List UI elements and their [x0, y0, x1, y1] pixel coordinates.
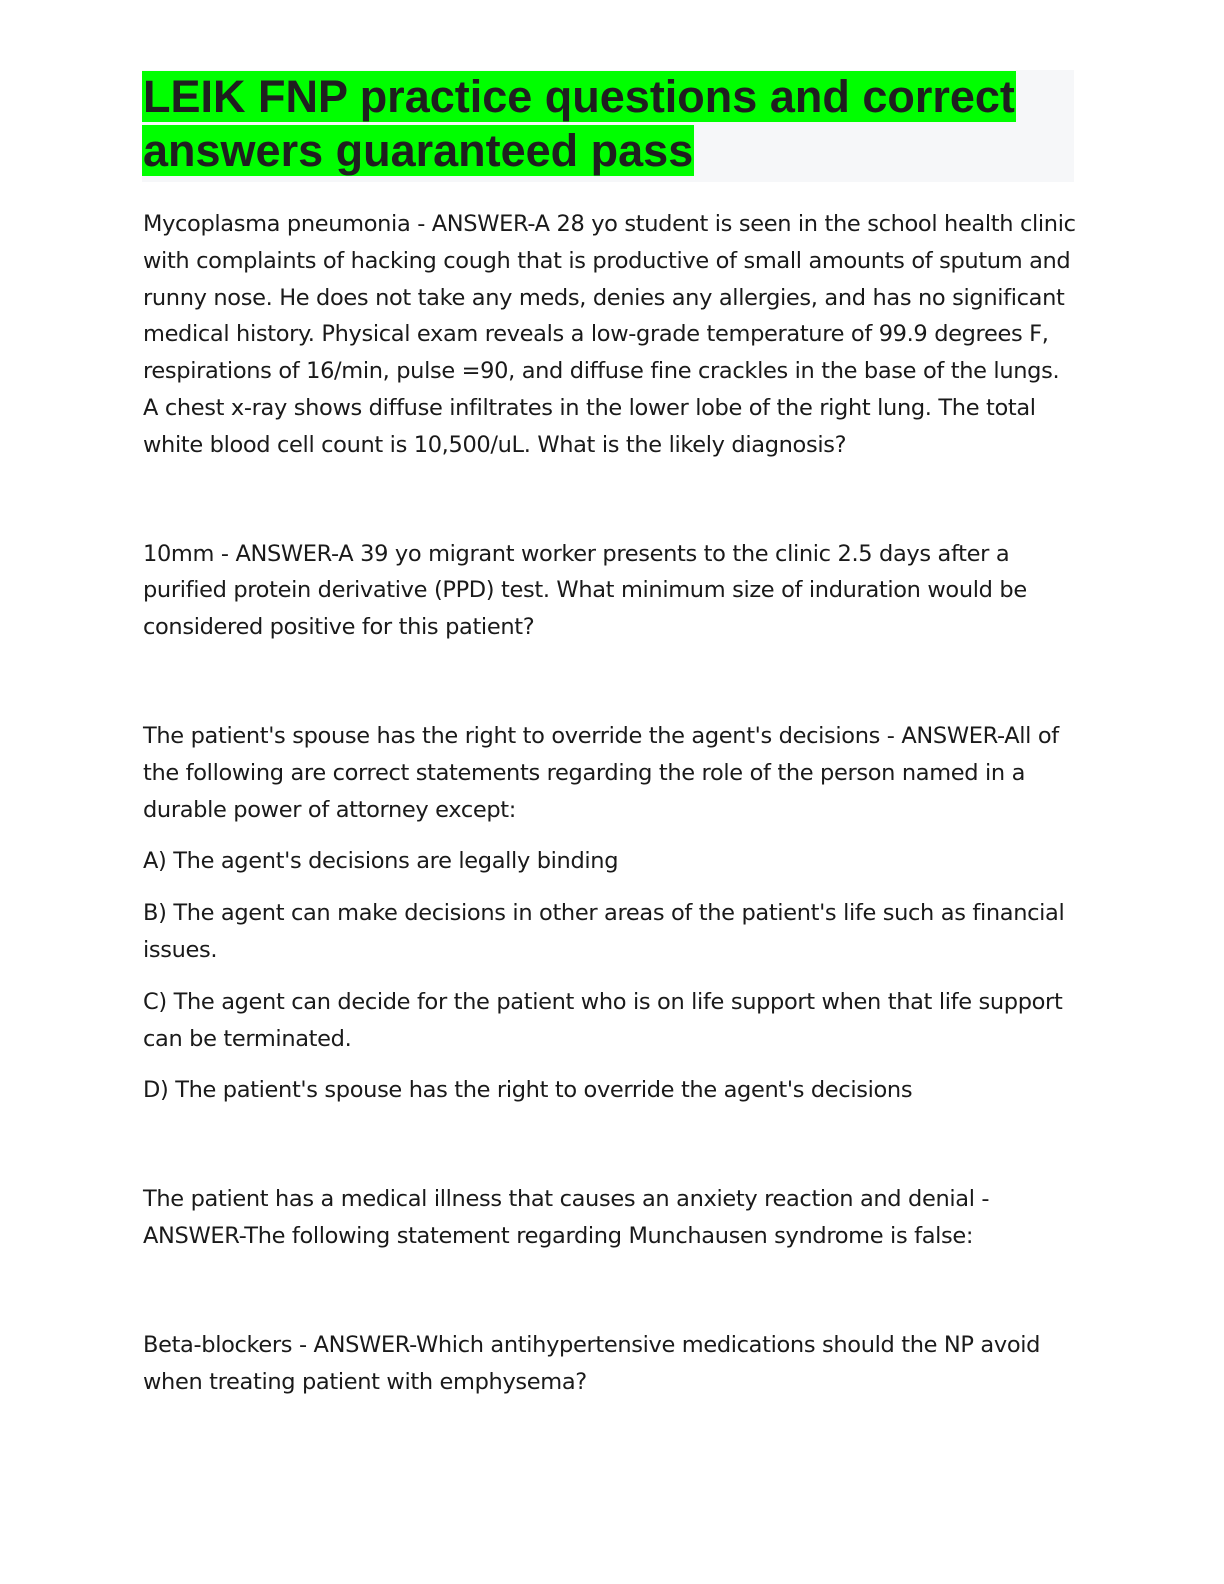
title-line-2: answers guaranteed pass	[143, 125, 694, 176]
option-a: A) The agent's decisions are legally binding	[143, 848, 619, 875]
qa-item-munchausen: The patient has a medical illness that causes an anxiety reaction and denial - ANSWER-The following statement regarding Munchausen syndrome is false:	[143, 1186, 990, 1249]
document-body	[143, 206, 1078, 1400]
spacer	[143, 969, 1078, 984]
document-title	[142, 70, 1074, 178]
spacer	[143, 880, 1078, 895]
spacer	[143, 464, 1078, 536]
option-b: B) The agent can make decisions in other areas of the patient's life such as financial issues.	[143, 900, 1065, 963]
spacer	[143, 646, 1078, 718]
qa-item-beta-blockers: Beta-blockers - ANSWER-Which antihypertensive medications should the NP avoid when treating patient with emphysema?	[143, 1331, 1041, 1395]
qa-item-ppd: 10mm - ANSWER-A 39 yo migrant worker presents to the clinic 2.5 days after a purified protein derivative (PPD) test. What minimum size of induration would be considered positive for this patient?	[143, 540, 1027, 641]
qa-item-mycoplasma: Mycoplasma pneumonia - ANSWER-A 28 yo student is seen in the school health clinic with complaints of hacking cough that is productive of small amounts of sputum and runny nose. He does not take any meds, denies any allergies, and has no significant medical history. Physical exam reveals a low-grade temperature of 99.9 degrees F, respirations of 16/min, pulse =90, and diffuse fine crackles in the base of the lungs. A chest x-ray shows diffuse infiltrates in the lower lobe of the right lung. The total white blood cell count is 10,500/uL. What is the likely diagnosis?	[143, 211, 1076, 458]
spacer	[143, 1109, 1078, 1181]
spacer	[143, 1057, 1078, 1072]
title-line-1: LEIK FNP practice questions and correct	[143, 71, 1015, 122]
option-d: D) The patient's spouse has the right to override the agent's decisions	[143, 1077, 913, 1104]
qa-item-power-of-attorney: The patient's spouse has the right to override the agent's decisions - ANSWER-All of the following are correct statements regarding the role of the person named in a durable power of attorney except:	[143, 722, 1059, 823]
spacer	[143, 828, 1078, 843]
option-c: C) The agent can decide for the patient who is on life support when that life support can be terminated.	[143, 988, 1063, 1052]
spacer	[143, 1255, 1078, 1327]
